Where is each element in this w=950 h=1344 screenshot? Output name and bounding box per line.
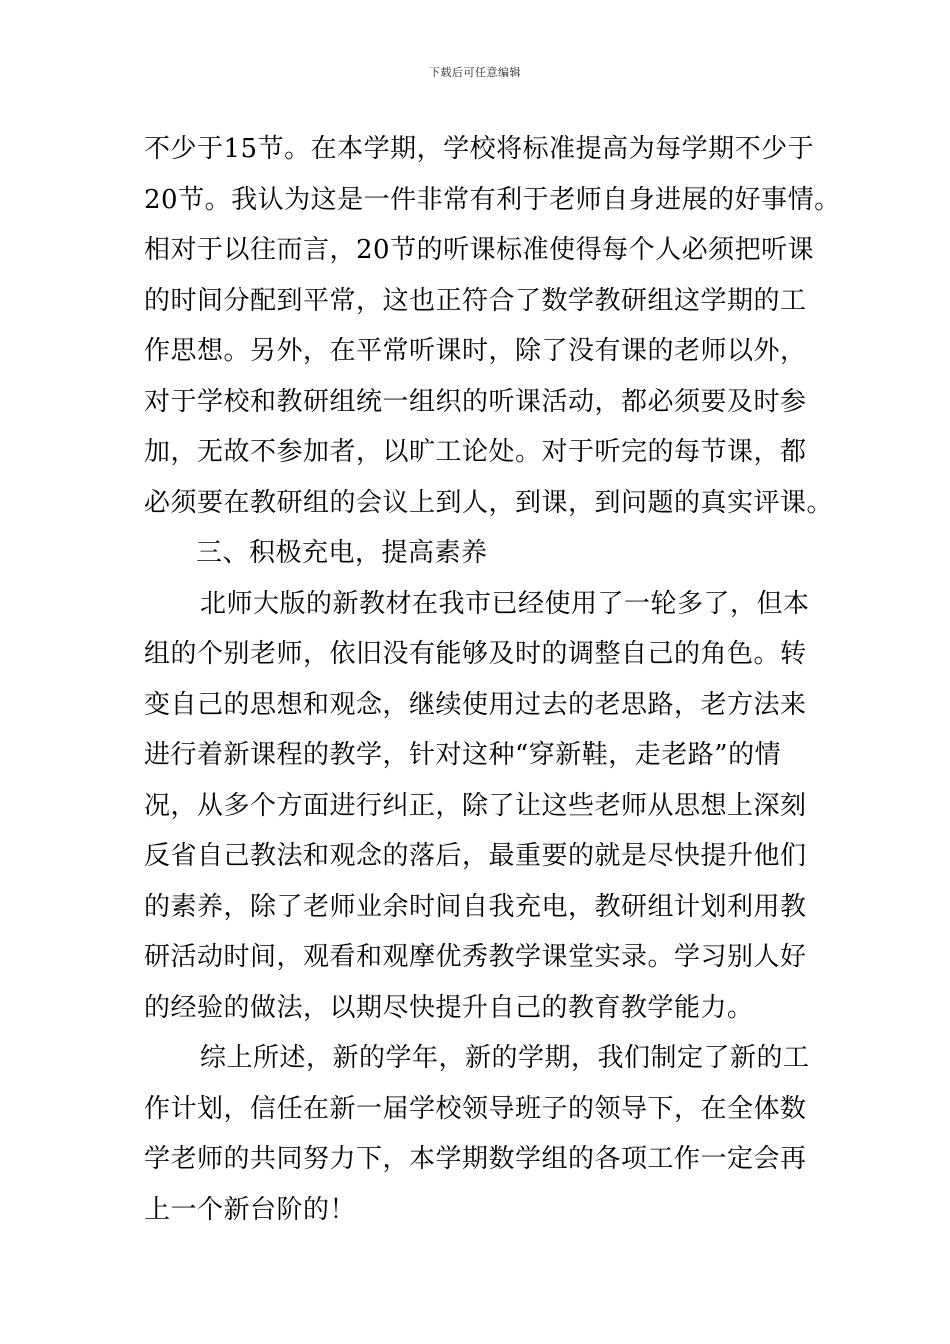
text-line: 进行着新课程的教学，针对这种“穿新鞋，走老路”的情 [144, 740, 782, 770]
section-heading: 三、积极充电，提高素养 [196, 538, 488, 568]
paragraph-start: 北师大版的新教材在我市已经使用了一轮多了，但本 [200, 588, 810, 619]
text-line: 变自己的思想和观念，继续使用过去的老思路，老方法来 [144, 689, 807, 720]
text-line: 加，无故不参加者，以旷工论处。对于听完的每节课，都 [144, 437, 807, 467]
text-line: 20节。我认为这是一件非常有利于老师自身进展的好事情。 [144, 184, 841, 215]
text-line: 研活动时间，观看和观摩优秀教学课堂实录。学习别人好 [144, 942, 807, 972]
text-line: 学老师的共同努力下，本学期数学组的各项工作一定会再 [144, 1144, 807, 1174]
text-line: 的素养，除了老师业余时间自我充电，教研组计划利用教 [144, 891, 807, 922]
text-line: 的经验的做法，以期尽快提升自己的教育教学能力。 [144, 992, 754, 1023]
text-line: 作思想。另外，在平常听课时，除了没有课的老师以外， [144, 336, 807, 366]
text-line: 不少于15节。在本学期，学校将标准提高为每学期不少于 [144, 134, 815, 164]
text-line: 上一个新台阶的！ [144, 1194, 357, 1225]
text-line: 组的个别老师，依旧没有能够及时的调整自己的角色。转 [144, 639, 807, 669]
document-body [144, 124, 841, 1235]
text-line: 必须要在教研组的会议上到人，到课，到问题的真实评课。 [144, 487, 834, 518]
page-header: 下载后可任意编辑 [429, 66, 521, 79]
text-line: 作计划，信任在新一届学校领导班子的领导下，在全体数 [144, 1093, 807, 1124]
text-line: 况，从多个方面进行纠正，除了让这些老师从思想上深刻 [144, 790, 807, 821]
text-line: 对于学校和教研组统一组织的听课活动，都必须要及时参 [144, 386, 807, 417]
paragraph-start: 综上所述，新的学年，新的学期，我们制定了新的工 [200, 1043, 810, 1073]
text-line: 的时间分配到平常，这也正符合了数学教研组这学期的工 [144, 285, 807, 316]
text-line: 相对于以往而言，20节的听课标准使得每个人必须把听课 [144, 235, 815, 265]
text-line: 反省自己教法和观念的落后，最重要的就是尽快提升他们 [144, 841, 807, 871]
